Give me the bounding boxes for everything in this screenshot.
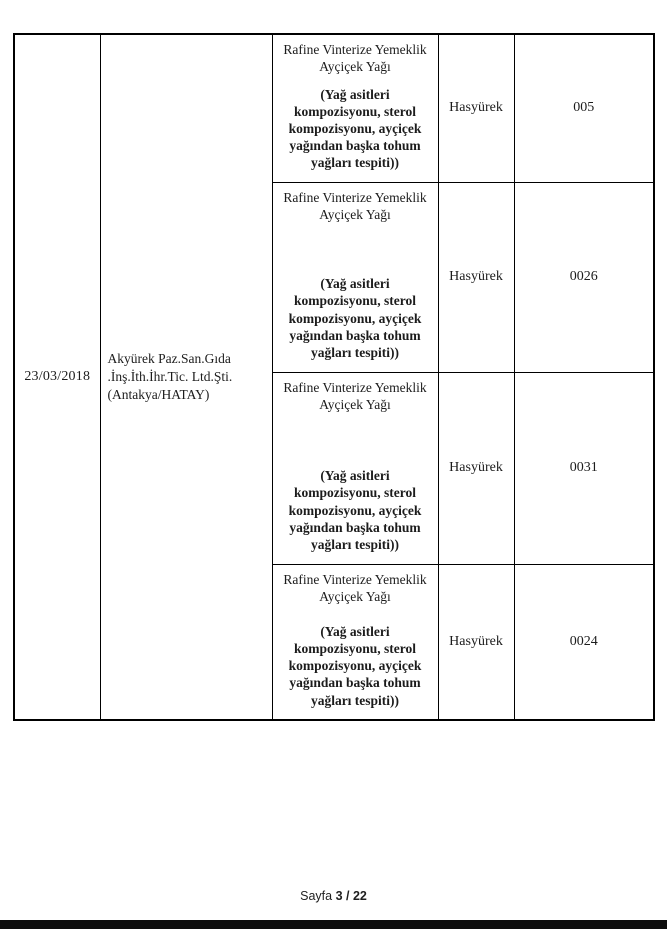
number-cell [514,182,654,372]
number-cell [514,564,654,720]
page-number: 3 / 22 [335,889,367,903]
product-analysis: (Yağ asitleri kompozisyonu, sterol kompozisyonu, ayçiçek yağından başka tohum yağları tespiti)) [288,86,422,171]
product-analysis: (Yağ asitleri kompozisyonu, sterol kompozisyonu, ayçiçek yağından başka tohum yağları tespiti)) [288,624,422,708]
product-cell [272,34,438,182]
number-cell [514,372,654,564]
product-title: Rafine Vinterize Yemeklik Ayçiçek Yağı [283,571,427,604]
company-cell [100,34,272,720]
product-title: Rafine Vinterize Yemeklik Ayçiçek Yağı [283,380,427,413]
brand-name: Hasyürek [449,269,503,284]
product-analysis: (Yağ asitleri kompozisyonu, sterol kompozisyonu, ayçiçek yağından başka tohum yağları tespiti)) [288,276,422,360]
brand-cell [438,182,514,372]
number-value: 0026 [569,269,598,284]
date-value: 23/03/2018 [24,369,91,384]
brand-name: Hasyürek [449,633,503,649]
brand-cell [438,564,514,720]
brand-name: Hasyürek [449,100,503,116]
number-value: 0031 [569,460,598,475]
number-value: 005 [573,100,595,116]
brand-name: Hasyürek [449,460,503,475]
number-value: 0024 [569,633,598,649]
product-cell [272,564,438,720]
product-title: Rafine Vinterize Yemeklik Ayçiçek Yağı [283,190,427,223]
brand-cell [438,34,514,182]
product-analysis: (Yağ asitleri kompozisyonu, sterol kompozisyonu, ayçiçek yağından başka tohum yağları tespiti)) [288,468,422,552]
product-cell [272,182,438,372]
product-cell [272,372,438,564]
page-footer [0,889,667,903]
date-cell [14,34,100,720]
company-name: Akyürek Paz.San.Gıda .İnş.İth.İhr.Tic. Ltd.Şti. (Antakya/HATAY) [107,350,233,403]
inspection-results-table [13,33,655,721]
brand-cell [438,372,514,564]
number-cell [514,34,654,182]
scan-edge-bar [0,920,667,929]
page-footer-label: Sayfa [300,889,336,903]
product-title: Rafine Vinterize Yemeklik Ayçiçek Yağı [283,42,427,75]
table-row [14,34,654,182]
